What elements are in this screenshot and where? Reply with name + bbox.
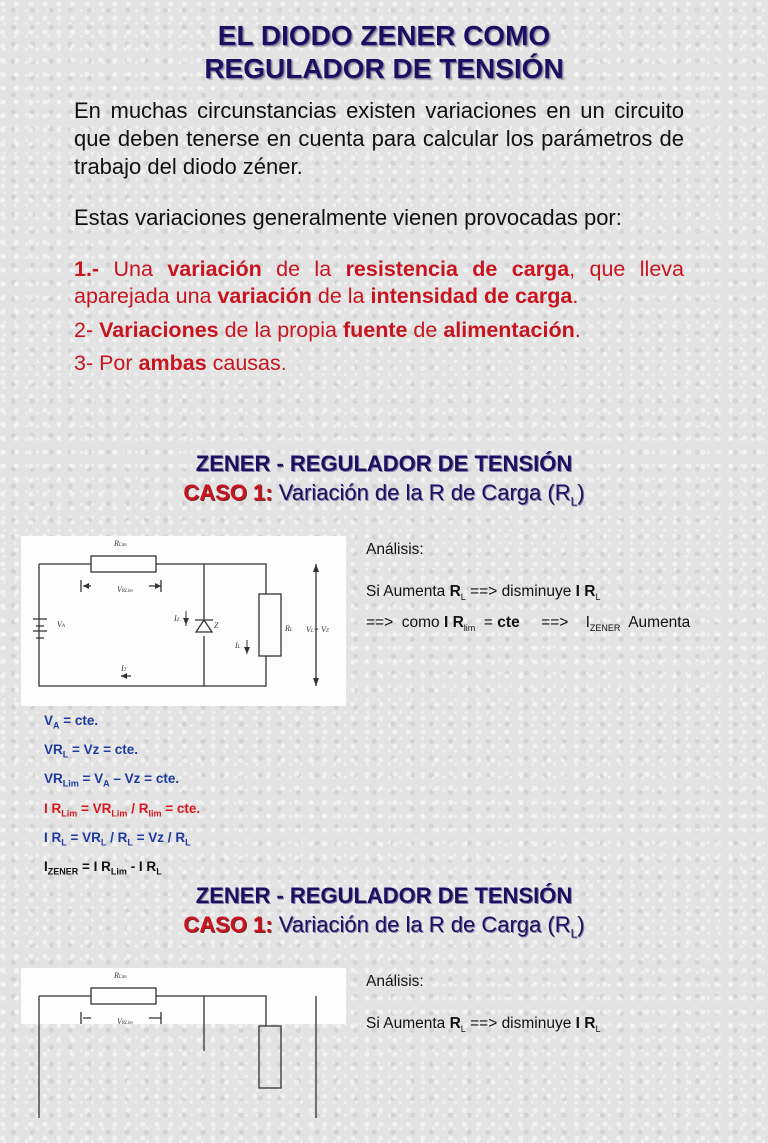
label-vl: VL= VZ: [306, 625, 329, 634]
label-z: Z: [214, 621, 219, 630]
cause-3: 3- Por ambas causas.: [74, 351, 287, 375]
circuit-diagram-2: [21, 968, 346, 1024]
label-v-rlim-2: VRLim: [117, 1017, 133, 1026]
label-iz: IZ: [174, 614, 180, 623]
label-v-rlim: VRLim: [117, 585, 133, 594]
equation-2: $VR_L = Vz$ = cte.: [44, 742, 139, 760]
title-line-2: REGULADOR DE TENSIÓN: [204, 53, 564, 84]
page-title: [0, 19, 768, 85]
caso-label: CASO 1:: [183, 480, 273, 505]
equation-4: I $R_{Lim} = VR_{Lim} / R_{lim}$ = cte.: [44, 800, 201, 819]
zener-circuit-svg: [21, 536, 346, 706]
cause-2: 2- Variaciones de la propia fuente de alimentación.: [74, 318, 581, 342]
analysis-block: [366, 540, 756, 638]
analysis-block-2: [366, 972, 756, 1035]
equation-list: [44, 709, 344, 884]
analysis-line-1-2: Si Aumenta $R_L$ ==> disminuye I $R_L$: [366, 1015, 601, 1035]
section-heading: ZENER - REGULADOR DE TENSIÓN CASO 1: Variación de la R de Carga $(R_L)$: [183, 451, 585, 509]
label-r-lim: RLim: [114, 539, 127, 548]
equation-6: $I_{ZENER} = I$ $R_{Lim}$ - I $R_L$: [44, 858, 162, 877]
circuit-diagram: [21, 536, 346, 706]
equation-3: $VR_{Lim} = V_A - Vz$ = cte.: [44, 771, 180, 790]
label-rl: RL: [285, 624, 293, 633]
analysis-label: Análisis:: [366, 541, 424, 558]
intro-paragraph-2: Estas variaciones generalmente vienen provocadas por:: [74, 205, 622, 230]
label-il: IL: [235, 641, 241, 650]
caso-label-2: CASO 1:: [183, 912, 273, 937]
equation-1: $V_A$ = cte.: [44, 713, 99, 731]
equation-5: I $R_L = VR_L / R_L = Vz / R_L$: [44, 829, 191, 848]
section-title: ZENER - REGULADOR DE TENSIÓN: [195, 451, 573, 476]
analysis-line-2: ==> como I $R_{lim}$ = cte ==> $I_{ZENER}$ Aumenta: [366, 614, 691, 634]
section-title-2: ZENER - REGULADOR DE TENSIÓN: [195, 883, 573, 908]
analysis-line-1: Si Aumenta $R_L$ ==> disminuye I $R_L$: [366, 583, 601, 603]
analysis-label-2: Análisis:: [366, 973, 424, 990]
label-it: IT: [121, 664, 127, 673]
label-r-lim-2: RLim: [114, 971, 127, 980]
section-heading-2: ZENER - REGULADOR DE TENSIÓN CASO 1: Variación de la R de Carga $(R_L)$: [183, 883, 585, 941]
label-va: VA: [57, 620, 65, 629]
intro-paragraph: En muchas circunstancias existen variaciones en un circuito que deben tenerse en cuenta para calcular los parámetros de trabajo del diodo zéner.: [74, 98, 684, 179]
title-line-1: EL DIODO ZENER COMO: [217, 20, 551, 51]
cause-1: 1.- Una variación de la resistencia de carga, que lleva aparejada una variación de la intensidad de carga.: [74, 257, 684, 308]
zener-circuit-svg-2: [21, 968, 346, 1138]
